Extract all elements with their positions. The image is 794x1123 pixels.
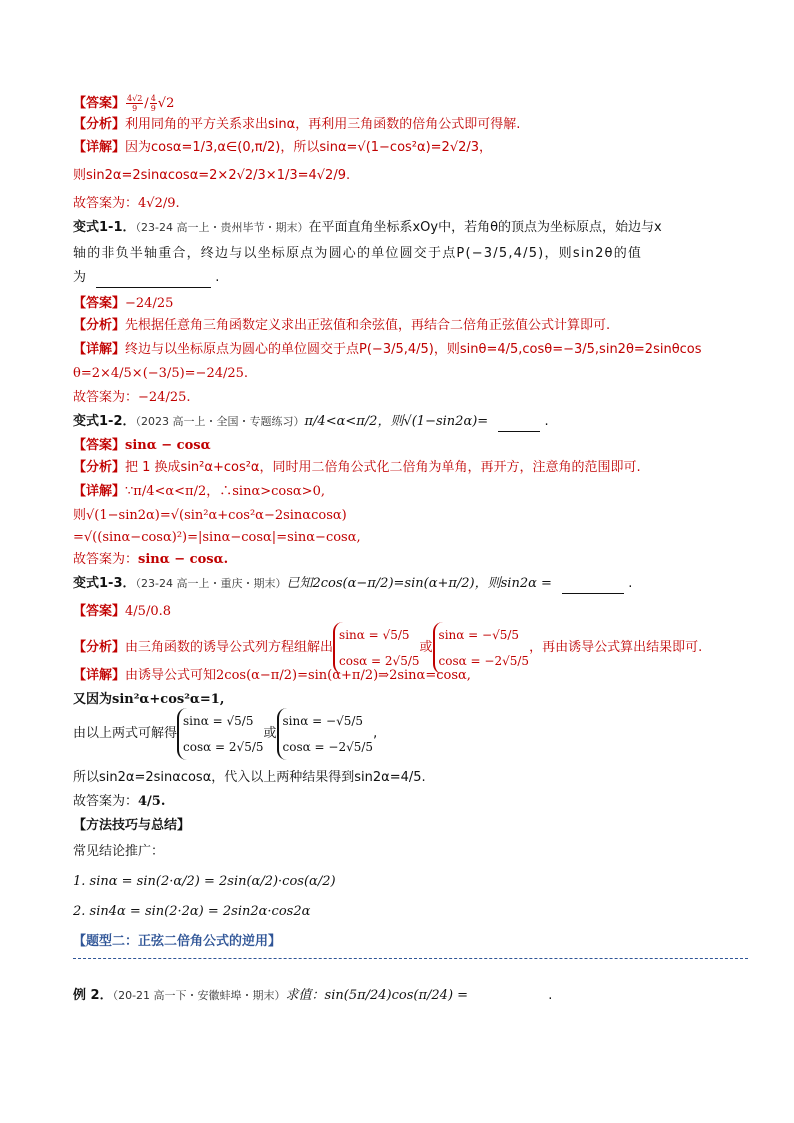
pre-answer-line bbox=[73, 94, 174, 114]
pre-detail-line-2 bbox=[73, 166, 350, 186]
ex11-answer: −24/25 bbox=[125, 296, 174, 311]
ex2-title: 例 2． bbox=[73, 988, 113, 1003]
answer-label: 【答案】 bbox=[73, 96, 126, 111]
ex13-title: 变式1-3． bbox=[73, 576, 136, 591]
ex12-detail-line-2 bbox=[73, 506, 347, 526]
ex12-source: （2023 高一上・全国・专题练习） bbox=[135, 415, 305, 428]
ex12-detail-line-3 bbox=[73, 528, 361, 548]
ex11-detail-line-2 bbox=[73, 364, 248, 384]
ex13-analysis-post: ，再由诱导公式算出结果即可. bbox=[529, 640, 703, 655]
ex12-answer-blank[interactable] bbox=[498, 417, 540, 432]
ex12-so: sinα − cosα. bbox=[138, 552, 229, 567]
ex12-question-line: 变式1-2．（2023 高一上・全国・专题练习）π/4<α<π/2，则√(1−sin2α)= . bbox=[73, 412, 549, 432]
ex13-detail-line-1: 【详解】由诱导公式可知2cos(α−π/2)=sin(α+π/2)⇒2sinα=cosα, bbox=[73, 668, 471, 683]
type2-heading: 【题型二：正弦二倍角公式的逆用】 bbox=[73, 934, 282, 949]
ex11-so: −24/25. bbox=[138, 390, 191, 405]
ex12-title: 变式1-2． bbox=[73, 414, 136, 429]
ex12-detail-line-1: 【详解】∵π/4<α<π/2，∴sinα>cosα>0, bbox=[73, 484, 325, 499]
ex12-answer: sinα − cosα bbox=[125, 438, 211, 453]
ex13-detail-2: 又因为sin²α+cos²α=1, bbox=[73, 692, 225, 707]
ex13-answer: 4/5/0.8 bbox=[125, 604, 171, 619]
ex13-answer-line: 【答案】4/5/0.8 bbox=[73, 604, 171, 619]
ex13-detail-4: 所以sin2α=2sinαcosα，代入以上两种结果得到sin2α=4/5. bbox=[73, 770, 426, 785]
ex13-source: （23-24 高一上・重庆・期末） bbox=[135, 577, 287, 590]
ex13-analysis-line: 【分析】由三角函数的诱导公式列方程组解出 sinα = √5/5 cosα = 2√5/5 或 sinα = −√5/5 cosα = −2√5/5 ，再由诱导公式算出结果即可. bbox=[73, 620, 702, 676]
ex13-answer-blank[interactable] bbox=[562, 579, 624, 594]
ex12-detail-3: =√((sinα−cosα)²)=|sinα−cosα|=sinα−cosα, bbox=[73, 530, 361, 545]
ex2-question-line: 例 2．（20-21 高一下・安徽蚌埠・期末）求值：sin(5π/24)cos(π/24) = . bbox=[73, 986, 552, 1006]
ex12-detail-1: ∵π/4<α<π/2，∴sinα>cosα>0, bbox=[125, 484, 325, 499]
ex13-detail-line-3: 由以上两式可解得 sinα = √5/5 cosα = 2√5/5 或 sinα = −√5/5 cosα = −2√5/5 , bbox=[73, 706, 377, 762]
ex12-analysis-line: 【分析】把 1 换成sin²α+cos²α，同时用二倍角公式化二倍角为单角，再开方，注意角的范围即可. bbox=[73, 460, 641, 475]
ex11-question-line-2 bbox=[73, 244, 642, 264]
pre-so-line: 故答案为：4√2/9. bbox=[73, 196, 180, 211]
ex12-analysis: 把 1 换成sin²α+cos²α，同时用二倍角公式化二倍角为单角，再开方，注意角的范围即可. bbox=[125, 460, 641, 475]
ex12-answer-line: 【答案】sinα − cosα bbox=[73, 438, 211, 453]
ex11-analysis-line: 【分析】先根据任意角三角函数定义求出正弦值和余弦值，再结合二倍角正弦值公式计算即可. bbox=[73, 318, 611, 333]
ex11-answer-line: 【答案】−24/25 bbox=[73, 296, 174, 311]
ex11-analysis: 先根据任意角三角函数定义求出正弦值和余弦值，再结合二倍角正弦值公式计算即可. bbox=[125, 318, 611, 333]
ex13-question: 已知2cos(α−π/2)=sin(α+π/2)，则sin2α = bbox=[286, 576, 552, 591]
pre-answer: $\frac{4√2}{9}$ / $\frac{4}{9}$ √2 bbox=[127, 94, 175, 113]
pre-analysis-line: 【分析】利用同角的平方关系求出sinα，再利用三角函数的倍角公式即可得解. bbox=[73, 117, 521, 132]
ex11-source: （23-24 高一上・贵州毕节・期末） bbox=[135, 221, 309, 234]
ex11-so-line: 故答案为：−24/25. bbox=[73, 390, 191, 405]
ex11-question-1: 在平面直角坐标系xOy中，若角θ的顶点为坐标原点，始边与x bbox=[308, 220, 662, 235]
ex11-title: 变式1-1． bbox=[73, 220, 136, 235]
ex13-detail-system-2: sinα = −√5/5 cosα = −2√5/5 bbox=[277, 708, 374, 760]
ex2-question: 求值：sin(5π/24)cos(π/24) = bbox=[285, 988, 469, 1003]
ex13-detail-3-pre: 由以上两式可解得 bbox=[73, 726, 178, 741]
pre-analysis: 利用同角的平方关系求出sinα，再利用三角函数的倍角公式即可得解. bbox=[125, 117, 521, 132]
ex13-analysis-pre: 由三角函数的诱导公式列方程组解出 bbox=[125, 640, 334, 655]
ex13-detail-system-1: sinα = √5/5 cosα = 2√5/5 bbox=[177, 708, 263, 760]
pre-detail-1: 因为cosα=1/3,α∈(0,π/2)，所以sinα=√(1−cos²α)=2√2/3， bbox=[125, 140, 493, 155]
ex13-so-line: 故答案为：4/5. bbox=[73, 794, 166, 809]
ex11-question-2: 轴的非负半轴重合，终边与以坐标原点为圆心的单位圆交于点P(−3/5,4/5)，则sin2θ的值 bbox=[73, 246, 643, 261]
ex11-detail-1: 终边与以坐标原点为圆心的单位圆交于点P(−3/5,4/5)，则sinθ=4/5,cosθ=−3/5,sin2θ=2sinθcos bbox=[125, 342, 702, 357]
ex13-detail-1: 由诱导公式可知2cos(α−π/2)=sin(α+π/2)⇒2sinα=cosα, bbox=[125, 668, 471, 683]
ex11-detail-2: θ=2×4/5×(−3/5)=−24/25. bbox=[73, 366, 249, 381]
ex13-analysis-system-2: sinα = −√5/5 cosα = −2√5/5 bbox=[433, 622, 530, 674]
ex13-analysis-system-1: sinα = √5/5 cosα = 2√5/5 bbox=[333, 622, 419, 674]
ex13-question-line: 变式1-3．（23-24 高一上・重庆・期末）已知2cos(α−π/2)=sin(α+π/2)，则sin2α = . bbox=[73, 574, 632, 594]
ex12-so-line: 故答案为：sinα − cosα. bbox=[73, 552, 229, 567]
method-formula-2: 2. sin4α = sin(2·2α) = 2sin2α·cos2α bbox=[73, 904, 311, 919]
pre-detail-line-1: 【详解】因为cosα=1/3,α∈(0,π/2)，所以sinα=√(1−cos²α)=2√2/3， bbox=[73, 140, 493, 155]
pre-so: 4√2/9. bbox=[138, 196, 180, 211]
ex2-source: （20-21 高一下・安徽蚌埠・期末） bbox=[112, 989, 286, 1002]
ex12-question: π/4<α<π/2，则√(1−sin2α)= bbox=[304, 414, 489, 429]
ex12-detail-2: 则√(1−sin2α)=√(sin²α+cos²α−2sinαcosα) bbox=[73, 508, 347, 523]
ex11-detail-line-1: 【详解】终边与以坐标原点为圆心的单位圆交于点P(−3/5,4/5)，则sinθ=4/5,cosθ=−3/5,sin2θ=2sinθcos bbox=[73, 342, 702, 357]
section-divider bbox=[73, 958, 748, 959]
ex13-detail-line-4 bbox=[73, 768, 426, 788]
method-heading: 【方法技巧与总结】 bbox=[73, 818, 191, 833]
ex13-so: 4/5. bbox=[138, 794, 166, 809]
pre-detail-2: 则sin2α=2sinαcosα=2×2√2/3×1/3=4√2/9. bbox=[73, 168, 351, 183]
ex11-question-line-1 bbox=[73, 218, 662, 238]
method-intro: 常见结论推广： bbox=[73, 844, 165, 859]
ex2-answer-blank[interactable] bbox=[478, 991, 548, 1006]
method-formula-1: 1. sinα = sin(2·α/2) = 2sin(α/2)·cos(α/2) bbox=[73, 874, 336, 889]
ex11-answer-blank[interactable] bbox=[96, 273, 211, 288]
ex11-question-line-3: 为 . bbox=[73, 268, 219, 288]
